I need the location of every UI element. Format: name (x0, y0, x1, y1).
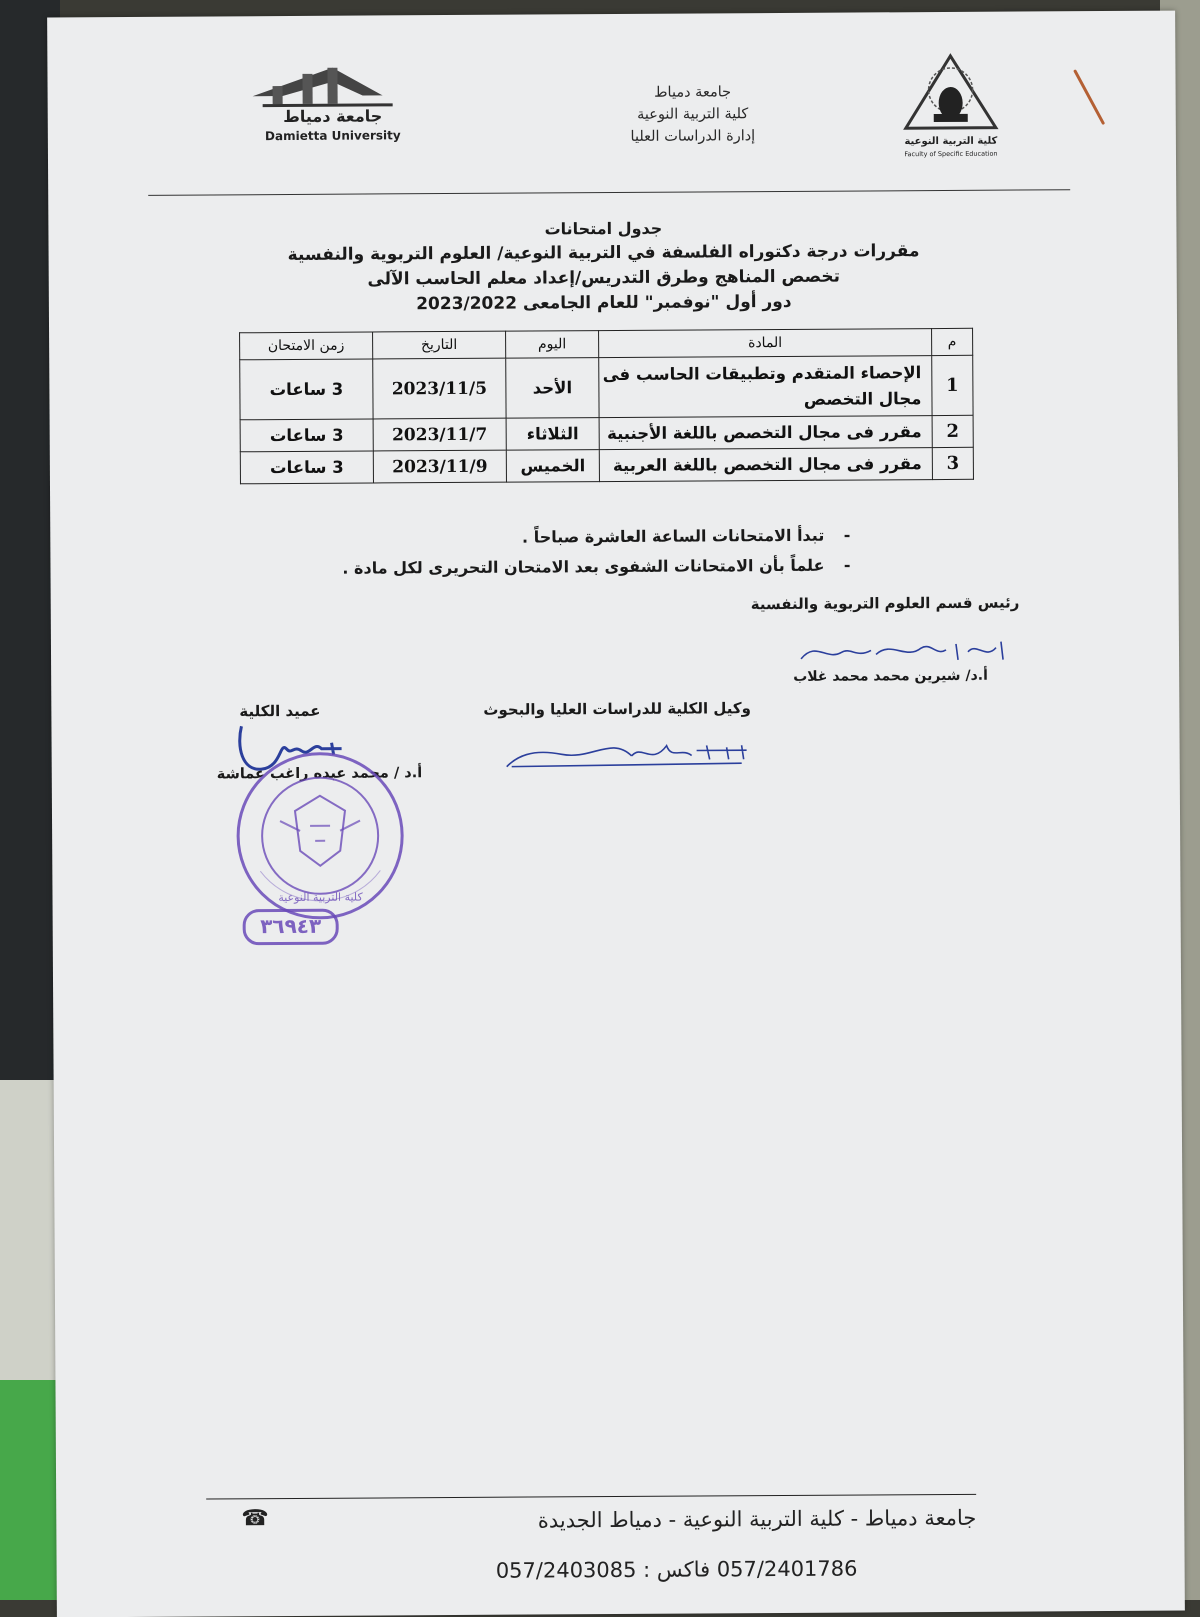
header-divider (148, 189, 1070, 196)
dean-title: عميد الكلية (239, 701, 321, 721)
faculty-logo (895, 48, 1006, 169)
damietta-university-logo (232, 55, 413, 146)
header-day: اليوم (506, 331, 599, 359)
dean-name: أ.د / محمد عبده راغب عماشة (216, 765, 423, 783)
document-page (47, 11, 1185, 1617)
row-date: 2023/11/9 (373, 450, 506, 483)
row-num: 1 (932, 355, 973, 415)
document-titles (218, 214, 989, 319)
faculty-logo-english: Faculty of Specific Education (904, 149, 998, 159)
footer-contact: 057/2401786 فاكس : 057/2403085 (495, 1556, 858, 1583)
header-department: إدارة الدراسات العليا (630, 128, 756, 145)
vice-dean-signature (501, 725, 751, 777)
table-row (240, 447, 973, 483)
footer-divider (206, 1494, 976, 1500)
row-duration: 3 ساعات (240, 419, 373, 452)
exam-schedule-table (239, 328, 974, 484)
header-duration: زمن الامتحان (240, 332, 373, 360)
header-subject: المادة (599, 329, 932, 358)
note-item: -تبدأ الامتحانات الساعة العاشرة صباحاً . (521, 525, 851, 547)
logo-english-text: Damietta University (264, 128, 401, 144)
row-day: الأحد (506, 358, 599, 419)
header-date: التاريخ (373, 331, 506, 359)
row-num: 3 (932, 447, 973, 479)
row-subject: مقرر فى مجال التخصص باللغة الأجنبية (599, 416, 932, 450)
faculty-logo-arabic: كلية التربية النوعية (904, 135, 998, 148)
row-date: 2023/11/7 (373, 418, 506, 451)
note-item: -علماً بأن الامتحانات الشفوى بعد الامتحان التحريرى لكل مادة . (342, 555, 851, 578)
stamp-number: ٣٦٩٤٣ (260, 913, 322, 939)
title-specialization: تخصص المناهج وطرق التدريس/إعداد معلم الحاسب الآلى (367, 266, 841, 290)
stamp-text: كلية التربية النوعية (278, 890, 363, 905)
staple (1073, 69, 1105, 125)
header-university: جامعة دمياط (654, 84, 732, 101)
vice-dean-title: وكيل الكلية للدراسات العليا والبحوث (483, 699, 751, 719)
table-row (240, 415, 973, 451)
title-degree: مقررات درجة دكتوراه الفلسفة في التربية النوعية/ العلوم التربوية والنفسية (287, 241, 920, 265)
telephone-icon: ☎ (241, 1506, 269, 1532)
row-num: 2 (932, 415, 973, 447)
row-subject: مقرر فى مجال التخصص باللغة العربية (599, 448, 932, 482)
header-num: م (932, 328, 973, 355)
notes-list (310, 521, 850, 584)
row-duration: 3 ساعات (240, 451, 373, 484)
row-day: الخميس (506, 450, 599, 483)
row-duration: 3 ساعات (240, 359, 373, 420)
dept-head-signature (796, 630, 1011, 671)
table-row (240, 355, 973, 419)
document-header (528, 81, 858, 149)
row-date: 2023/11/5 (373, 358, 506, 419)
stamp-number-box (243, 909, 339, 946)
dept-head-title: رئيس قسم العلوم التربوية والنفسية (750, 593, 1020, 614)
footer-address: جامعة دمياط - كلية التربية النوعية - دمياط الجديدة (537, 1505, 977, 1533)
title-session: دور أول "نوفمبر" للعام الجامعى 2023/2022 (416, 291, 792, 315)
logo-arabic-text: جامعة دمياط (283, 106, 383, 127)
row-subject: الإحصاء المتقدم وتطبيقات الحاسب فى مجال التخصص (599, 356, 932, 418)
row-day: الثلاثاء (506, 418, 599, 451)
title-main: جدول امتحانات (544, 218, 663, 239)
header-faculty: كلية التربية النوعية (637, 106, 749, 123)
dept-head-name: أ.د/ شيرين محمد محمد غلاب (793, 667, 988, 685)
